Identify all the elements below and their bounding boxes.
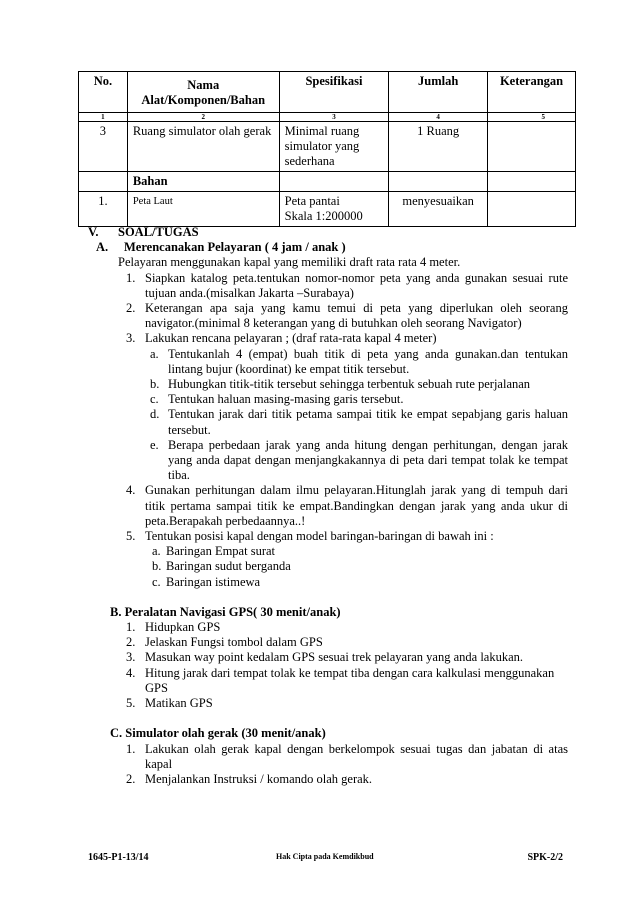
list-text: Gunakan perhitungan dalam ilmu pelayaran.Hitunglah jarak yang di tempuh dari titik pertama sampai titik ke empat.Bandingkan dengan jarak yang anda ukur di peta.Berapakah perbedaannya..! xyxy=(145,483,568,528)
subsection-a-title: Merencanakan Pelayaran ( 4 jam / anak ) xyxy=(124,240,346,255)
cell-spek-line1: Peta pantai xyxy=(284,194,340,208)
header-nama-line1: Nama xyxy=(187,78,220,92)
list-text: Lakukan rencana pelayaran ; (draf rata-rata kapal 4 meter) xyxy=(145,331,437,346)
cell-no: 3 xyxy=(79,122,128,172)
cell-jumlah: menyesuaikan xyxy=(389,192,488,227)
footer-doc-code: 1645-P1-13/14 xyxy=(88,852,149,863)
list-item xyxy=(88,301,568,331)
cell-spek-line2: Skala 1:200000 xyxy=(284,209,363,223)
cell-nama: Peta Laut xyxy=(127,192,279,227)
sub-list-item xyxy=(88,347,568,377)
table-row xyxy=(79,172,576,192)
list-number: 3. xyxy=(126,650,136,665)
col-num: 1 xyxy=(79,113,128,122)
header-no: No. xyxy=(79,72,128,113)
sub-list-item xyxy=(88,407,568,437)
cell-ket xyxy=(488,192,576,227)
list-number: 4. xyxy=(126,665,136,680)
footer-page-number: SPK-2/2 xyxy=(527,852,563,863)
header-jumlah: Jumlah xyxy=(389,72,488,113)
cell-ket xyxy=(488,172,576,192)
list-number: 3. xyxy=(126,331,136,346)
sub-list-text: Baringan Empat surat xyxy=(166,544,275,559)
table-row xyxy=(79,122,576,172)
list-text: Hidupkan GPS xyxy=(145,620,221,635)
equipment-table xyxy=(78,71,576,227)
list-item xyxy=(88,772,568,787)
list-number: 2. xyxy=(126,771,136,786)
sub-list-letter: a. xyxy=(150,346,159,361)
list-text: Keterangan apa saja yang kamu temui di peta yang diperlukan oleh seorang navigator.(minimal 8 keterangan yang di butuhkan oleh seorang Navigator) xyxy=(145,301,568,331)
list-item xyxy=(88,742,568,772)
header-keterangan: Keterangan xyxy=(488,72,576,113)
list-text: Matikan GPS xyxy=(145,696,213,711)
col-num: 5 xyxy=(488,113,576,122)
sub-list-letter: c. xyxy=(152,574,161,589)
list-text: Menjalankan Instruksi / komando olah gerak. xyxy=(145,771,373,786)
sub-list-item xyxy=(88,575,568,590)
list-number: 1. xyxy=(126,270,136,285)
list-number: 2. xyxy=(126,301,136,316)
cell-spek: Minimal ruang simulator yang sederhana xyxy=(279,122,389,172)
subsection-a-heading xyxy=(96,240,568,255)
subsection-b-title: B. Peralatan Navigasi GPS( 30 menit/anak) xyxy=(110,604,341,619)
sub-list-item xyxy=(88,377,568,392)
cell-jumlah xyxy=(389,172,488,192)
column-number-row xyxy=(79,113,576,122)
list-number: 5. xyxy=(126,696,136,711)
sub-list-item xyxy=(88,559,568,574)
cell-nama: Bahan xyxy=(127,172,279,192)
list-item xyxy=(88,696,568,711)
task-content xyxy=(88,225,568,787)
sub-list-letter: d. xyxy=(150,407,160,422)
subsection-c-title: C. Simulator olah gerak (30 menit/anak) xyxy=(110,726,326,741)
list-text: Jelaskan Fungsi tombol dalam GPS xyxy=(145,635,323,650)
header-nama xyxy=(127,72,279,113)
list-item xyxy=(88,635,568,650)
list-item xyxy=(88,331,568,346)
list-number: 1. xyxy=(126,620,136,635)
sub-list-text: Hubungkan titik-titik tersebut sehingga terbentuk sebuah rute perjalanan xyxy=(168,377,531,392)
header-spesifikasi: Spesifikasi xyxy=(279,72,389,113)
sub-list-letter: e. xyxy=(150,437,159,452)
col-num: 3 xyxy=(279,113,389,122)
list-item xyxy=(88,666,568,696)
list-text: Hitung jarak dari tempat tolak ke tempat tiba dengan cara kalkulasi menggunakan GPS xyxy=(145,665,555,695)
sub-list-text: Baringan istimewa xyxy=(166,574,261,589)
cell-no xyxy=(79,172,128,192)
cell-spek xyxy=(279,172,389,192)
sub-list-item xyxy=(88,544,568,559)
sub-list-letter: a. xyxy=(152,544,161,559)
header-nama-line2: Alat/Komponen/Bahan xyxy=(141,93,266,107)
col-num: 4 xyxy=(389,113,488,122)
list-item xyxy=(88,650,568,665)
section-heading xyxy=(88,225,568,240)
col-num: 2 xyxy=(127,113,279,122)
subsection-a-number: A. xyxy=(96,240,109,255)
sub-list-text: Tentukan jarak dari titik petama sampai titik ke empat sepabjang garis haluan tersebut. xyxy=(168,407,568,437)
cell-jumlah: 1 Ruang xyxy=(389,122,488,172)
list-item xyxy=(88,271,568,301)
cell-no: 1. xyxy=(79,192,128,227)
section-title: SOAL/TUGAS xyxy=(118,225,199,239)
cell-spek xyxy=(279,192,389,227)
list-item xyxy=(88,620,568,635)
sub-list-letter: b. xyxy=(150,377,160,392)
sub-list-text: Berapa perbedaan jarak yang anda hitung dengan perhitungan, dengan jarak yang anda dapat dengan menjangkakannya di peta dari tempat tolak ke tempat tiba. xyxy=(168,437,568,483)
sub-list-text: Baringan sudut berganda xyxy=(166,559,291,574)
list-number: 4. xyxy=(126,483,136,498)
list-text: Siapkan katalog peta.tentukan nomor-nomor peta yang anda gunakan sesuai rute tujuan anda.(misalkan Jakarta –Surabaya) xyxy=(145,270,568,300)
sub-list-letter: b. xyxy=(152,559,162,574)
cell-nama: Ruang simulator olah gerak xyxy=(127,122,279,172)
list-item xyxy=(88,483,568,529)
list-text: Lakukan olah gerak kapal dengan berkelompok sesuai tugas dan jabatan di atas kapal xyxy=(145,741,568,771)
list-item xyxy=(88,529,568,544)
sub-list-item xyxy=(88,438,568,484)
sub-list-item xyxy=(88,392,568,407)
list-number: 5. xyxy=(126,529,136,544)
sub-list-text: Tentukanlah 4 (empat) buah titik di peta yang anda gunakan.dan tentukan lintang bujur (koordinat) ke empat titik tersebut. xyxy=(168,346,568,376)
table-header-row xyxy=(79,72,576,113)
subsection-a-intro: Pelayaran menggunakan kapal yang memiliki draft rata rata 4 meter. xyxy=(118,255,461,270)
sub-list-text: Tentukan haluan masing-masing garis tersebut. xyxy=(168,392,404,407)
list-text: Masukan way point kedalam GPS sesuai trek pelayaran yang anda lakukan. xyxy=(145,650,524,665)
table-row xyxy=(79,192,576,227)
list-text: Tentukan posisi kapal dengan model baringan-baringan di bawah ini : xyxy=(145,529,494,544)
cell-ket xyxy=(488,122,576,172)
sub-list-letter: c. xyxy=(150,392,159,407)
section-number: V. xyxy=(88,225,99,239)
list-number: 2. xyxy=(126,635,136,650)
list-number: 1. xyxy=(126,741,136,756)
footer-copyright: Hak Cipta pada Kemdikbud xyxy=(276,852,374,861)
